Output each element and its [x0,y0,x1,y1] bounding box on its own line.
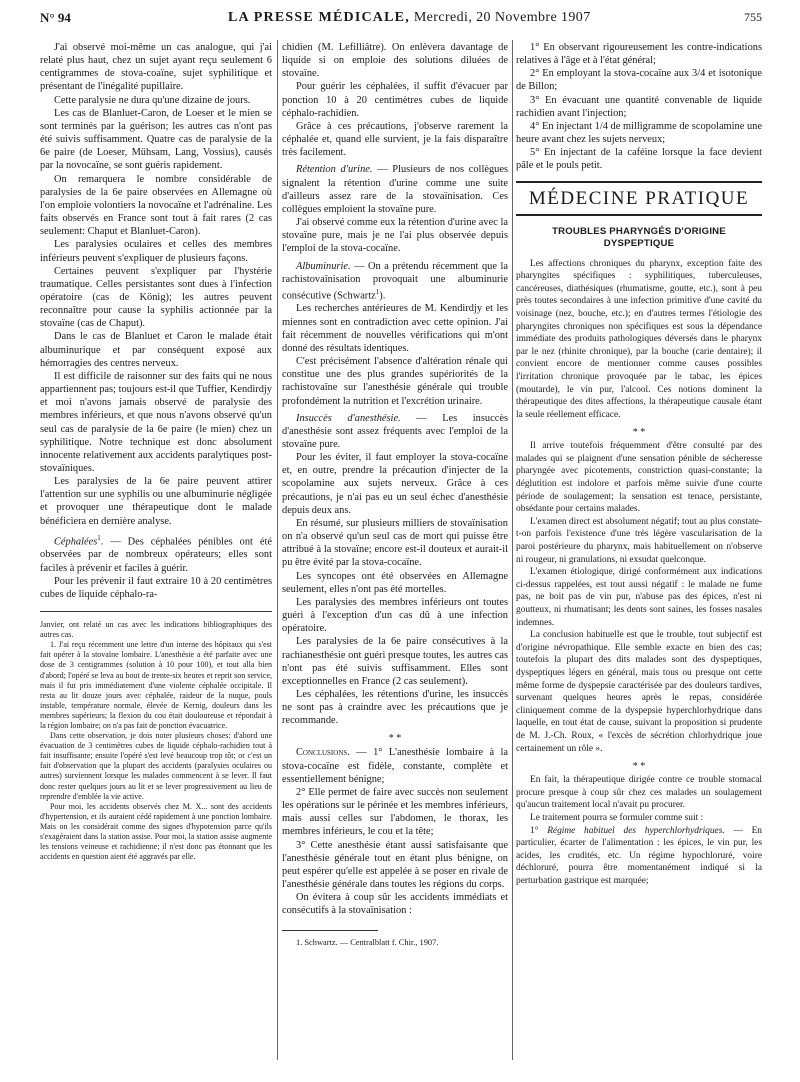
paragraph: Les recherches antérieures de M. Kendirdjy et les miennes sont en contradiction avec cette opinion. J'ai fait récemment de nouvelles vérifications qui m'ont donné des résultats identiques. [282,303,508,354]
article-title-line: DYSPEPTIQUE [603,237,675,249]
paragraph: 2° Elle permet de faire avec succès non seulement les opérations sur le périnée et les membres inférieurs, mais aussi celles sur l'abdomen, le thorax, les membres inférieurs, le cou et la tête; [282,786,508,838]
paragraph-text: — Les insuccès d'anesthésie sont assez fréquents avec l'emploi de la stovaïne pure. [282,412,508,450]
paragraph: Grâce à ces précautions, j'observe rarement la céphalée et, quand elle survient, je la fais disparaître très facilement. [282,120,508,159]
paragraph: C'est précisément l'absence d'altération rénale qui constitue une des plus grandes supériorités de la rachistovaïne sur l'anesthésie générale qui trouble profondément la nutrition et l'excrétion urinaire. [282,356,508,407]
list-item: 5° En injectant de la caféine lorsque la face devient pâle et le pouls petit. [516,147,762,172]
list-item: 3° En évacuant une quantité convenable de liquide rachidien avant l'injection; [516,94,762,119]
paragraph-text: — Plusieurs de nos collègues signalent la rétention d'urine comme une suite d'ailleurs assez rare de la stovaïnisation. Ces collègues emploient la stovaïne pure. [282,164,508,215]
paragraph-albuminurie [282,260,508,303]
footnote: 1. J'ai reçu récemment une lettre d'un interne des hôpitaux qui s'est fait opérer à la stovaïne lombaire. L'anesthésie a été parfaite avec une dose de 3 centigrammes (solution à 10 pour 100), et tout alla bien d'abord; l'opéré se leva au bout de trente-six heures et reprit son service, mais il fut pris immédiatement d'une violente céphalée occipitale. Il resta au lit douze jours avec céphalée, raideur de la nuque, pouls instable, température normale, élevée de Kernig, douleurs dans les membres supérieurs; la flexion du cou était douloureuse et répondait à la région lombaire; on n'a pas fait de ponction évacuatrice. [40,640,272,730]
paragraph-text: — 1° L'anesthésie lombaire à la stova-cocaïne est fidèle, constante, complète et essentiellement bénigne; [282,747,508,785]
paragraph: Les paralysies de la 6e paire consécutives à la rachianesthésie ont guéri presque toutes, les autres cas n'ont pas été suivis suffisamment. Elles sont exceptionnelles en France (2 cas seulement). [282,636,508,687]
paragraph: J'ai observé comme eux la rétention d'urine avec la stovaïne pure, mais je ne l'ai plus observée depuis l'emploi de la stova-cocaïne. [282,217,508,255]
paragraph: L'examen étiologique, dirigé conformément aux indications ci-dessus rappelées, est tout aussi négatif : le malade ne fume pas, ne boit pas de vin pur, n'abuse pas des épices, n'est ni goutteux, ni rhumatisant; les dents sont saines, les fosses nasales indemnes. [516,567,762,628]
run-in-heading: Conclusions. [296,747,350,759]
list-item: 1° En observant rigoureusement les contre-indications relatives à l'âge et à l'état général; [516,42,762,67]
paragraph: Les paralysies de la 6e paire peuvent attirer l'attention sur une syphilis ou une albuminurie négligée et provoquer une thérapeutique dont le malade bénéficiera en dernière analyse. [40,476,272,527]
footnote: Pour moi, les accidents observés chez M. X... sont des accidents d'hypertension, et ils auraient cédé rapidement à une ponction lombaire. Mais on les considérait comme des signes d'hypotension parce qu'ils s'exagéraient dans la station assise. Pour moi, la station assise augmente les tensions veineuse et rachidienne; il n'est donc pas étonnant que les accidents en question aient été aggravés par elle. [40,801,272,862]
list-number: 1° [530,825,548,836]
paragraph: Il est difficile de raisonner sur des faits qui ne nous appartiennent pas; toujours est-il que Tuffier, Kendirdjy et moi n'avons jamais observé de paralysie des membres inférieurs, et que nous n'avons observé qu'un seul cas de paralysie de la 6e paire (le mien) chez un syphilitique. Notre technique est donc absolument innocente relativement aux accidents paralytiques post-stovaïniques. [40,370,272,474]
paragraph-retention [282,163,508,216]
paragraph: Cette paralysie ne dura qu'une dizaine de jours. [54,94,251,106]
section-stars: * * [632,761,646,773]
paragraph: chidien (M. Lefilliâtre). On enlèvera davantage de liquide si on emploie des solutions diluées de stovaïne. [282,42,508,80]
section-stars: * * [632,427,646,439]
paragraph-insucces [282,412,508,451]
run-in-heading: Insuccès d'anesthésie. [296,412,401,424]
paragraph-cephalees [40,532,272,575]
journal-name: LA PRESSE MÉDICALE, [228,10,410,25]
footnote-ref: 1 [375,287,380,296]
paragraph: J'ai observé moi-même un cas analogue, qui j'ai relaté plus haut, chez un sujet ayant reçu seulement 6 centigrammes de stova-coaïne, sujet syphilitique et présentant de l'inégalité pupillaire. [40,42,272,93]
footnote-ref: 1 [97,533,101,542]
column-left [40,41,272,862]
paragraph: Pour les prévenir il faut extraire 10 à 20 centimètres cubes de liquide céphalo-ra- [40,575,272,600]
list-item: 4° En injectant 1/4 de milligramme de scopolamine une heure avant chez les sujets nerveux; [516,120,762,146]
paragraph: Les paralysies oculaires et celles des membres inférieurs peuvent s'expliquer de plusieurs façons. [40,239,272,264]
paragraph: Dans le cas de Blanluet et Caron le malade était albuminurique et par conséquent exposé aux hémorragies des centres nerveux. [40,331,272,369]
running-title [228,10,591,26]
page-number: 755 [744,10,762,24]
footnote-rule [40,611,272,612]
paragraph-conclusions [282,746,508,785]
run-in-heading: Régime habituel des hyperchlorhydriques. [547,825,725,836]
paragraph: Pour guérir les céphalées, il suffit d'évacuer par ponction 10 à 20 centimètres cubes de liquide céphalo-rachidien. [282,81,508,119]
paragraph: En fait, la thérapeutique dirigée contre ce trouble stomacal procure presque à coup sûr chez ces malades un soulagement qu'aucun traitement local n'avait pu procurer. [516,775,762,811]
issue-date: Mercredi, 20 Novembre 1907 [413,10,591,25]
paragraph-text-end: ). [379,290,386,302]
article-title-line: TROUBLES PHARYNGÉS D'ORIGINE [552,225,726,237]
paragraph-text: — On a prétendu récemment que la rachistovaïnisation provoquait une albuminurie consécutive (Schwartz [282,260,508,302]
paragraph: La conclusion habituelle est que le trouble, tout subjectif est d'origine névropathique. Elle semble exacte en bien des cas; toutefois la plupart des dits malades sont des dyspeptiques, dyspeptiques légers en général, mais tous ou presque ont cette même forme de dyspepsie caractérisée par des douleurs tardives, survenant quelques heures après le repas, considérée cliniquement comme de la dyspepsie hyperchlorhydrique dans laquelle, en tout état de cause, suivant la proposition si prudente de M. J.-Ch. Roux, « l'excès de sécrétion chlorhydrique joue certainement un rôle ». [516,630,762,754]
list-item: 2° En employant la stova-cocaïne aux 3/4 et isotonique de Billon; [516,68,762,93]
footnote: 1. Schwartz. — Centralblatt f. Chir., 1907. [296,938,439,948]
footnotes [40,620,272,862]
section-heading-box [516,181,762,216]
footnote: Janvier, ont relaté un cas avec les indications bibliographiques des autres cas. [40,620,272,640]
paragraph: Les céphalées, les rétentions d'urine, les insuccès ne sont pas à craindre avec les précautions que je recommande. [282,688,508,727]
paragraph: Les syncopes ont été observées en Allemagne seulement, elles n'ont pas été mortelles. [282,570,508,595]
paragraph: Les affections chroniques du pharynx, exception faite des pharyngites spécifiques : syphilitiques, tuberculeuses, cancéreuses, diathésiques (rhumatisme, goutte, etc.), sont à peu près toutes secondaires à une infection primitive d'une cavité du voisinage (nez, bouche, etc.); en d'autres termes l'étiologie des pharyngites chroniques non spécifiques est sous la dépendance immédiate des produits pathologiques déversés dans le pharynx par le nez (rhinite chronique), par la bouche (carie dentaire); il convient encore de mentionner comme causes possibles l'irritation chronique provoquée par le tabac, les épices (moutarde), le vin pur, l'alcool. Ces notions dominent la thérapeutique des dites affections, la thérapeutique causale étant la seule réellement efficace. [516,258,762,420]
paragraph-text: . — Des céphalées pénibles ont été observées par de nombreux opérateurs; elles sont faciles à prévenir et faciles à guérir. [40,536,272,574]
section-stars: * * [388,733,402,745]
paragraph: Les cas de Blanluet-Caron, de Loeser et le mien se sont terminés par la guérison; les autres cas n'ont pas été suivis suffisamment. Quatre cas de paralysie de la 6e paire (de Loeser, Mühsam, Lang, Vossius), causés par la novocaïne, se sont guéris rapidement. [40,107,272,172]
footnote: Dans cette observation, je dois noter plusieurs choses: d'abord une évacuation de 3 centimètres cubes de liquide céphalo-rachidien tout à fait insuffisante; ensuite l'opéré s'est levé beaucoup trop tôt; or c'est un fait d'observation que la plupart des accidents (paralysies oculaires ou autres) surviennent lorsque les malades commencent à se lever. Il faut donc rester quelques jours au lit et se lever progressivement au lieu de reprendre d'emblée la vie active. [40,731,272,801]
paragraph: Il arrive toutefois fréquemment d'être consulté par des malades qui se plaignent d'une sensation pénible de sécheresse pharyngée avec picotements, constriction quasi-constante; la déglutition est indolore et parfois même suivie d'une courte période de soulagement; la sensation est tenace, persistante, obsédante pour certains malades. [516,441,762,515]
run-in-heading: Albuminurie. [296,260,351,272]
article-title [516,226,762,250]
paragraph: Le traitement pourra se formuler comme suit : [530,812,704,823]
paragraph: On évitera à coup sûr les accidents immédiats et consécutifs à la stovaïnisation : [282,892,508,917]
column-rule-right [512,40,513,1060]
paragraph-regime [516,825,762,888]
run-in-heading: Céphalées [54,536,98,548]
column-rule-left [277,40,278,1060]
section-title: MÉDECINE PRATIQUE [528,187,750,209]
column-middle [282,41,508,948]
paragraph: 3° Cette anesthésie étant aussi satisfaisante que l'anesthésie générale tout en étant plus bénigne, on peut espérer qu'elle est appelée à se poser en rivale de l'anesthésie générale dans toutes les régions du corps. [282,839,508,890]
paragraph: En résumé, sur plusieurs milliers de stovaïnisation on n'a observé qu'un seul cas de mort qui puisse être attribué à la stovaïne; encore est-il douteux et aurait-il pu être évité par la stova-cocaïne. [282,517,508,569]
page-header [40,10,762,30]
run-in-heading: Rétention d'urine. [296,164,373,176]
paragraph: Certaines peuvent s'expliquer par l'hystérie traumatique. Celles persistantes sont dues à l'infection opératoire (cas de König); les autres peuvent reconnaître pour cause la syphilis actionnée par la stovaïne (cas de Chaput). [40,265,272,330]
paragraph-text: — En particulier, écarter de l'alimentation : les épices, le vin pur, les acides, les crudités, etc. Un régime hypochloruré, voire déchloruré, pourra être momentanément indiqué si la perturbation gastrique est marquée; [516,825,762,886]
paragraph: Pour les éviter, il faut employer la stova-cocaïne et, en outre, prendre la précaution d'injecter de la scopolamine aux sujets nerveux. Grâce à ces précautions, je n'ai pas eu un seul échec d'anesthésie depuis deux ans. [282,452,508,516]
paragraph: L'examen direct est absolument négatif; tout au plus constate-t-on parfois l'existence d'une très légère vascularisation de la paroi postérieure du pharynx, mais habituellement on n'observe ni rougeur, ni granulations, ni exsudat quelconque. [516,516,762,565]
paragraph: Les paralysies des membres inférieurs ont toutes guéri à l'exception d'un cas dû à une infection opératoire. [282,596,508,635]
issue-number: N° 94 [40,10,71,25]
footnote-rule [282,930,378,931]
column-right [516,41,762,887]
paragraph: On remarquera le nombre considérable de paralysies de la 6e paire observées en Allemagne où l'on emploie volontiers la novocaïne et l'adrénaline. Les faits observés en France sont tout à fait rares (2 cas seulement: Chaput et Blanluet-Caron). [40,173,272,238]
